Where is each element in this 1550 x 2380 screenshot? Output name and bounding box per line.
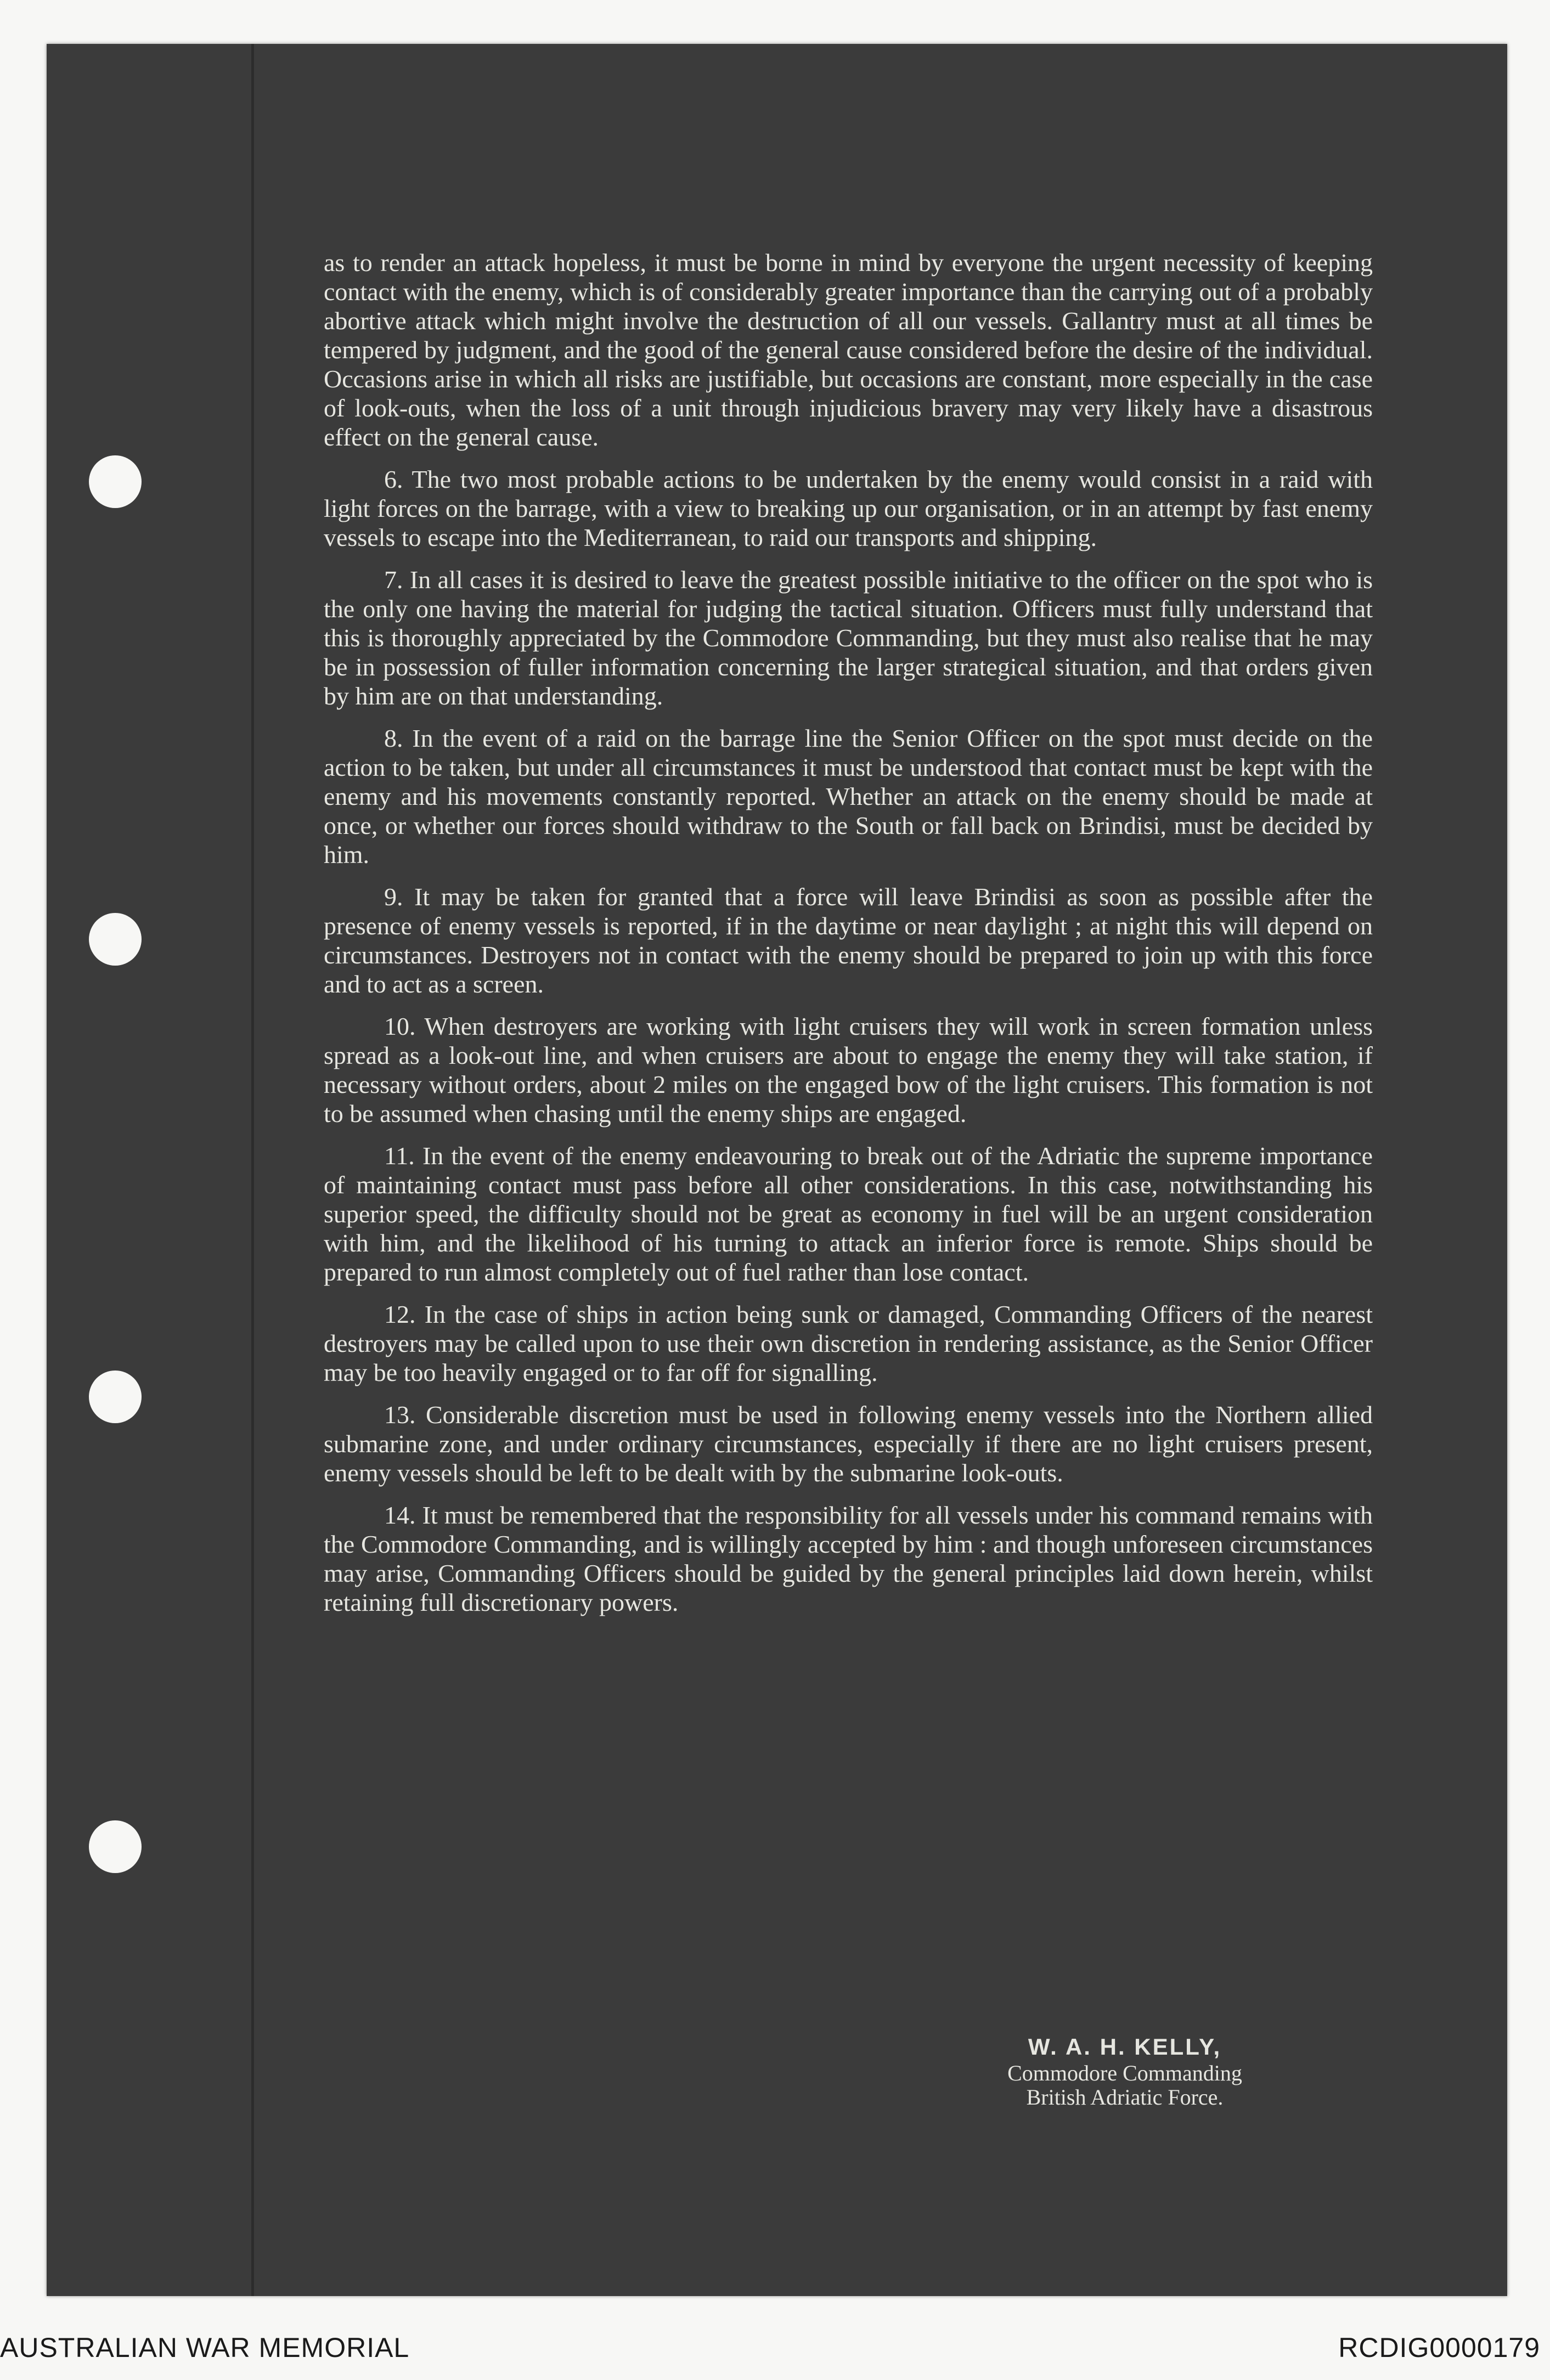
signatory-unit: British Adriatic Force. [1026, 2085, 1224, 2110]
paragraph-number: 14. [384, 1501, 416, 1529]
paragraph-text: It must be remembered that the responsibility for all vessels under his command remains with the Commodore Commanding, and is willingly accepted by him : and though unforeseen circumstances may arise, Commanding Officers should be guided by the general principles laid down herein, whilst retaining full discretionary powers. [324, 1501, 1373, 1616]
paragraph-text: When destroyers are working with light cruisers they will work in screen formation unless spread as a look-out line, and when cruisers are about to engage the enemy they will take station, if necessary without orders, about 2 miles on the engaged bow of the light cruisers. This formation is not to be assumed when chasing until the enemy ships are engaged. [324, 1012, 1373, 1127]
footer-record-id: RCDIG0000179 [1338, 2332, 1540, 2363]
paragraph-text: In the event of a raid on the barrage line the Senior Officer on the spot must decide on the action to be taken, but under all circumstances it must be understood that contact must be kept with the enemy and his movements constantly reported. Whether an attack on the enemy should be made at once, or whether our forces should withdraw to the South or fall back on Brindisi, must be decided by him. [324, 724, 1373, 868]
paragraph-6 [324, 465, 1373, 552]
paragraph-text: as to render an attack hopeless, it must be borne in mind by everyone the urgent necessity of keeping contact with the enemy, which is of considerably greater importance than the carrying out of a probably abortive attack which might involve the destruction of all our vessels. Gallantry must at all times be tempered by judgment, and the good of the general cause considered before the desire of the individual. Occasions arise in which all risks are justifiable, but occasions are constant, more especially in the case of look-outs, when the loss of a unit through injudicious bravery may very likely have a disastrous effect on the general cause. [324, 249, 1373, 451]
paragraph-continuation [324, 248, 1373, 452]
paragraph-text: It may be taken for granted that a force will leave Brindisi as soon as possible after the presence of enemy vessels is reported, if in the daytime or near daylight ; at night this will depend on circumstances. Destroyers not in contact with the enemy should be prepared to join up with this force and to act as a screen. [324, 883, 1373, 998]
paragraph-number: 13. [384, 1401, 416, 1429]
binding-fold-line [251, 44, 254, 2296]
punch-hole [89, 1371, 142, 1423]
paragraph-text: Considerable discretion must be used in following enemy vessels into the Northern allied submarine zone, and under ordinary circumstances, especially if there are no light cruisers present, enemy vessels should be left to be dealt with by the submarine look-outs. [324, 1401, 1373, 1487]
paragraph-9 [324, 882, 1373, 999]
paragraph-number: 6. [384, 465, 403, 493]
paragraph-7 [324, 565, 1373, 710]
paragraph-text: In the case of ships in action being sunk or damaged, Commanding Officers of the nearest destroyers may be called upon to use their own discretion in rendering assistance, as the Senior Officer may be too heavily engaged or to far off for signalling. [324, 1300, 1373, 1386]
punch-hole [89, 913, 142, 966]
paragraph-8 [324, 724, 1373, 869]
paragraph-14 [324, 1501, 1373, 1617]
signature-block [922, 2033, 1328, 2110]
footer-institution: AUSTRALIAN WAR MEMORIAL [0, 2332, 410, 2363]
signatory-title: Commodore Commanding [1007, 2061, 1242, 2085]
paragraph-number: 10. [384, 1012, 416, 1040]
paragraph-number: 9. [384, 883, 403, 911]
paragraph-12 [324, 1300, 1373, 1387]
paragraph-11 [324, 1141, 1373, 1287]
paragraph-number: 8. [384, 724, 403, 752]
paragraph-number: 11. [384, 1142, 415, 1170]
paragraph-10 [324, 1012, 1373, 1128]
paragraph-text: In the event of the enemy endeavouring to break out of the Adriatic the supreme importance of maintaining contact must pass before all other considerations. In this case, notwithstanding his superior speed, the difficulty should not be great as economy in fuel will be an urgent consideration with him, and the likelihood of his turning to attack an inferior force is remote. Ships should be prepared to run almost completely out of fuel rather than lose contact. [324, 1142, 1373, 1286]
paragraph-text: The two most probable actions to be undertaken by the enemy would consist in a raid with light forces on the barrage, with a view to breaking up our organisation, or in an attempt by fast enemy vessels to escape into the Mediterranean, to raid our transports and shipping. [324, 465, 1373, 551]
paragraph-13 [324, 1400, 1373, 1487]
document-body [324, 248, 1373, 1630]
signatory-name: W. A. H. KELLY, [1028, 2034, 1222, 2060]
punch-hole [89, 1820, 142, 1873]
paragraph-text: In all cases it is desired to leave the greatest possible initiative to the officer on the spot who is the only one having the material for judging the tactical situation. Officers must fully understand that this is thoroughly appreciated by the Commodore Commanding, but they must also realise that he may be in possession of fuller information concerning the larger strategical situation, and that orders given by him are on that understanding. [324, 566, 1373, 710]
paragraph-number: 7. [384, 566, 403, 594]
punch-hole [89, 455, 142, 508]
paragraph-number: 12. [384, 1300, 416, 1328]
